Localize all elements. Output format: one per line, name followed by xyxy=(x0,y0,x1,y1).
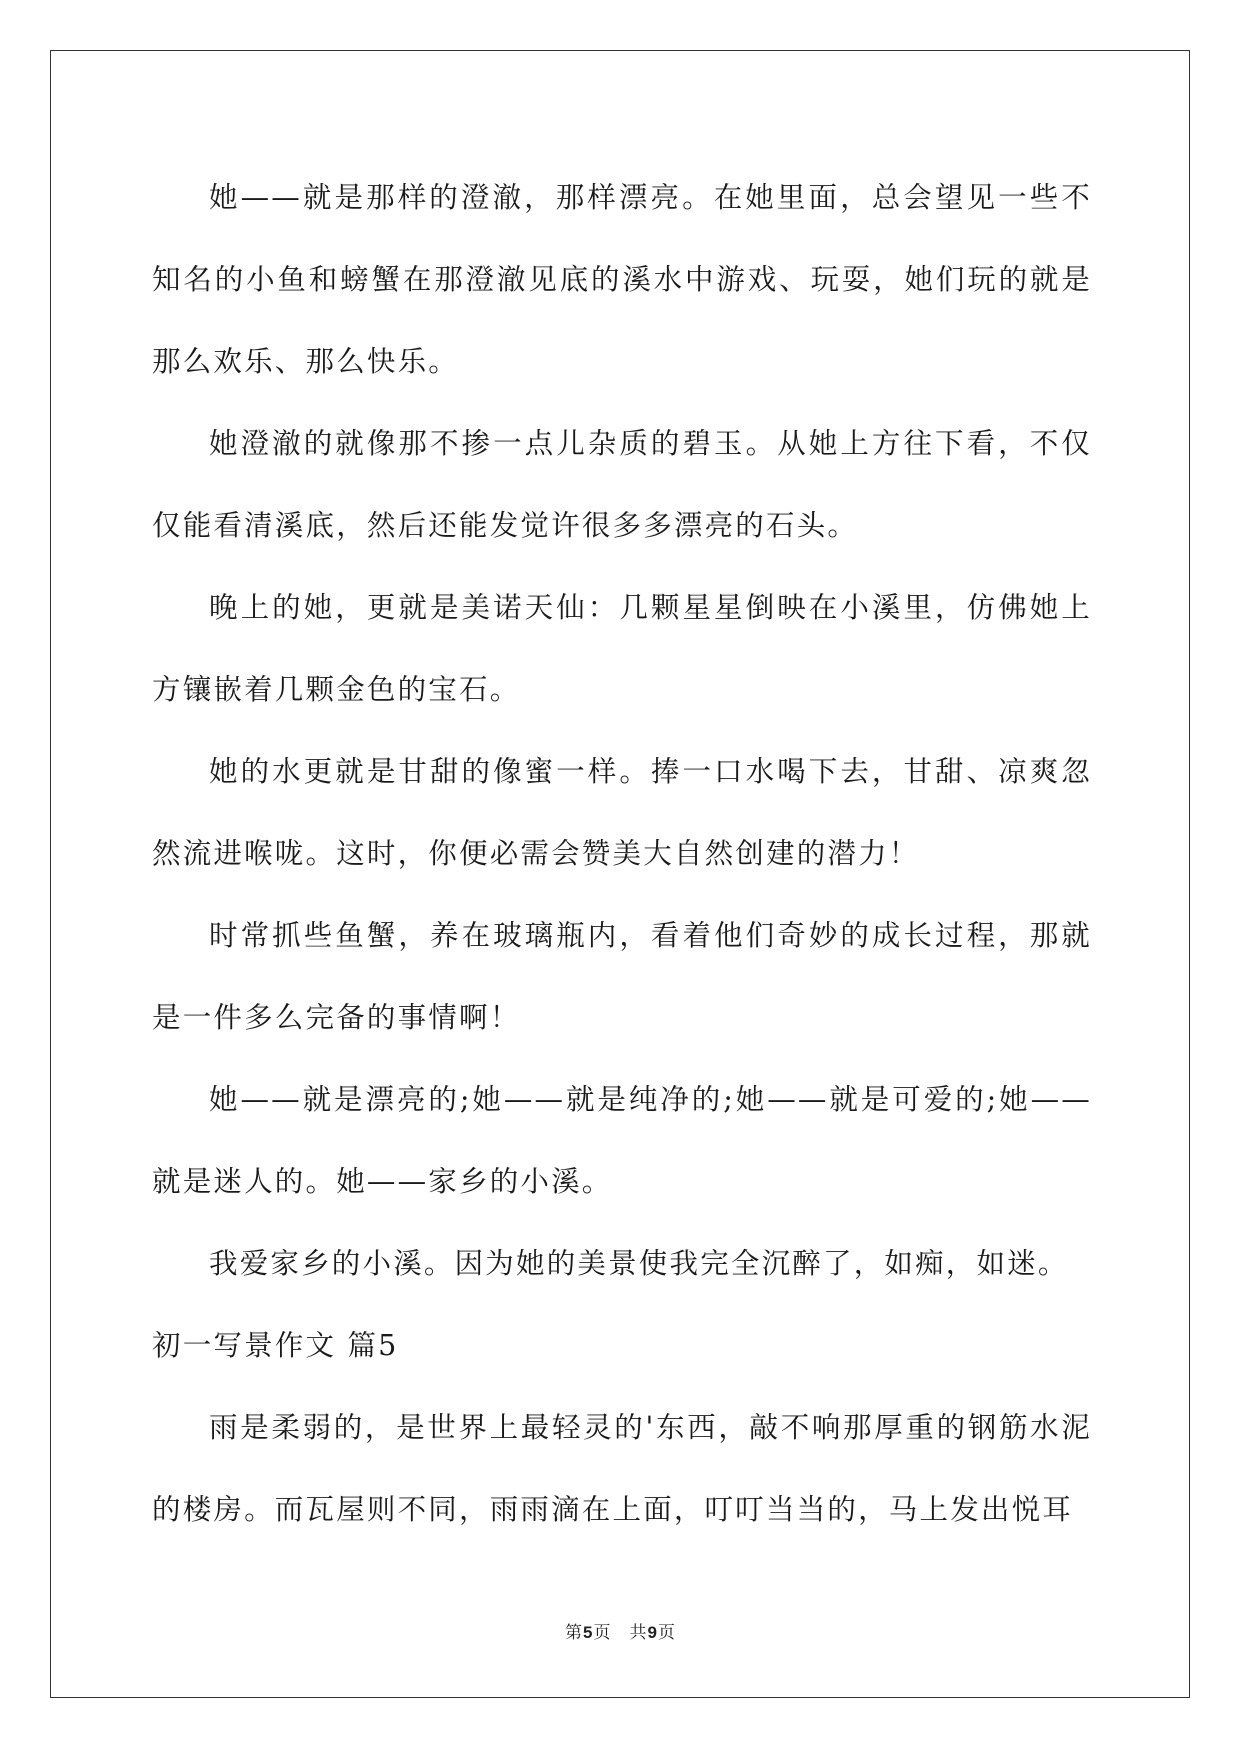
paragraph: 我爱家乡的小溪。因为她的美景使我完全沉醉了，如痴，如迷。 xyxy=(209,1247,1069,1280)
page-mid: 页 共 xyxy=(593,1623,648,1643)
page-current: 5 xyxy=(583,1623,594,1642)
document-body xyxy=(152,157,1092,1551)
paragraph: 时常抓些鱼蟹，养在玻璃瓶内，看着他们奇妙的成长过程，那就是一件多么完备的事情啊！ xyxy=(152,919,1092,1034)
paragraph: 她——就是漂亮的;她——就是纯净的;她——就是可爱的;她——就是迷人的。她——家乡的小溪。 xyxy=(152,1083,1092,1198)
paragraph: 雨是柔弱的，是世界上最轻灵的'东西，敲不响那厚重的钢筋水泥的楼房。而瓦屋则不同，雨雨滴在上面，叮叮当当的，马上发出悦耳 xyxy=(152,1411,1092,1526)
paragraph: 晚上的她，更就是美诺天仙：几颗星星倒映在小溪里，仿佛她上方镶嵌着几颗金色的宝石。 xyxy=(152,591,1092,706)
page-total: 9 xyxy=(647,1623,658,1642)
paragraph: 她澄澈的就像那不掺一点儿杂质的碧玉。从她上方往下看，不仅仅能看清溪底，然后还能发觉许很多多漂亮的石头。 xyxy=(152,427,1092,542)
paragraph: 她的水更就是甘甜的像蜜一样。捧一口水喝下去，甘甜、凉爽忽然流进喉咙。这时，你便必需会赞美大自然创建的潜力！ xyxy=(152,755,1092,870)
paragraph: 她——就是那样的澄澈，那样漂亮。在她里面，总会望见一些不知名的小鱼和螃蟹在那澄澈见底的溪水中游戏、玩耍，她们玩的就是那么欢乐、那么快乐。 xyxy=(152,181,1092,378)
page-prefix: 第 xyxy=(565,1623,584,1643)
page-suffix: 页 xyxy=(657,1623,676,1643)
section-heading: 初一写景作文 篇5 xyxy=(152,1329,399,1362)
page-number-footer xyxy=(0,1618,1241,1643)
